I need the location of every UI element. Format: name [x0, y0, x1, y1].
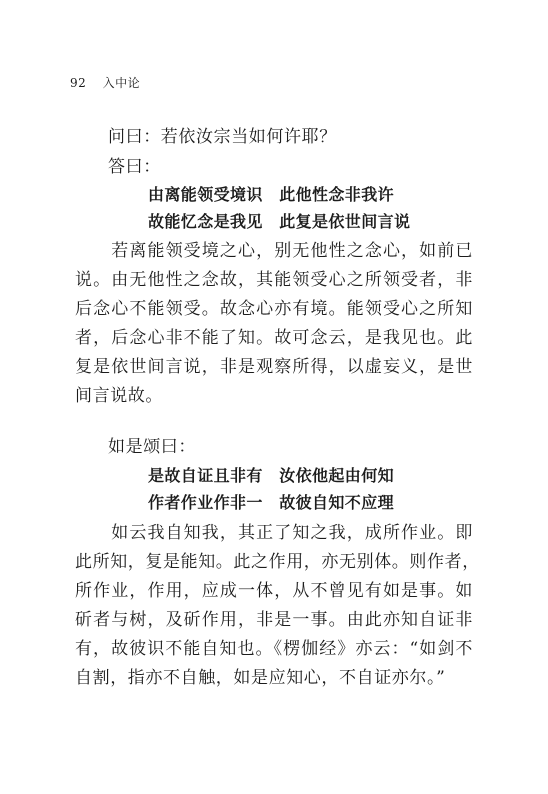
verse-line: 由离能领受境识 此他性念非我许 [148, 185, 395, 204]
paragraph-line: 自割，指亦不自触，如是应知心，不自证亦尔。” [75, 668, 446, 688]
paragraph-line: 若离能领受境之心，别无他性之念心，如前已 [75, 241, 473, 261]
question-line: 问曰：若依汝宗当如何许耶？ [108, 127, 337, 147]
verse-intro: 如是颂曰： [108, 437, 196, 457]
paragraph-line: 如云我自知我，其正了知之我，成所作业。即 [75, 523, 473, 543]
paragraph-line: 斫者与树，及斫作用，非是一事。由此亦知自证非 [75, 610, 473, 630]
paragraph-line: 后念心不能领受。故念心亦有境。能领受心之所知 [75, 299, 473, 319]
page-number: 92 [70, 76, 87, 90]
paragraph-line: 有，故彼识不能自知也。《楞伽经》亦云：“如剑不 [75, 639, 473, 659]
verse-line: 故能忆念是我见 此复是依世间言说 [148, 212, 411, 231]
paragraph-line: 复是依世间言说，非是观察所得，以虚妄义，是世 [75, 357, 473, 377]
paragraph-line: 所作业，作用，应成一体，从不曾见有如是事。如 [75, 581, 473, 601]
verse-line: 是故自证且非有 汝依他起由何知 [148, 466, 395, 485]
answer-intro: 答曰： [108, 157, 161, 177]
paragraph-line: 间言说故。 [75, 386, 163, 406]
verse-line: 作者作业作非一 故彼自知不应理 [148, 493, 395, 512]
book-title: 入中论 [102, 76, 141, 90]
paragraph-line: 说。由无他性之念故，其能领受心之所领受者，非 [75, 270, 473, 290]
running-header [70, 74, 140, 91]
paragraph-line: 者，后念心非不能了知。故可念云，是我见也。此 [75, 328, 473, 348]
paragraph-line: 此所知，复是能知。此之作用，亦无别体。则作者， [75, 552, 480, 572]
